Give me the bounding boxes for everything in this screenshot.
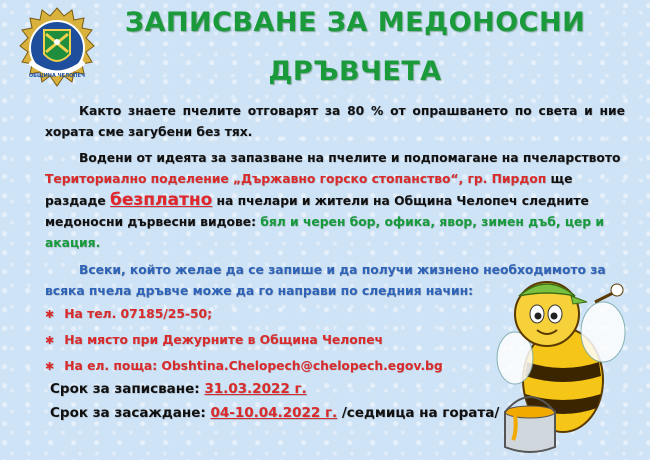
signup-deadline-label: Срок за записване: (50, 381, 200, 397)
crest-caption: ОБЩИНА ЧЕЛОПЕЧ (28, 73, 86, 79)
signup-line1: Всеки, който желае да се запише и да получи жизнено необходимото за (79, 263, 606, 277)
signup-deadline-date: 31.03.2022 г. (204, 381, 307, 397)
page-title-line1: ЗАПИСВАНЕ ЗА МЕДОНОСНИ (124, 7, 586, 38)
method-in-person: На място при Дежурните в Община Челопеч (64, 333, 383, 347)
forest-week-note: /седмица на гората/ (341, 405, 500, 421)
initiative-org: Териториално поделение „Държавно горско стопанство“, гр. Пирдоп (45, 172, 547, 186)
initiative-will: ще (550, 172, 573, 186)
star-bullet-icon: ✱ (45, 334, 55, 347)
list-item (45, 359, 443, 373)
planting-deadline-label: Срок за засаждане: (50, 405, 206, 421)
initiative-distribute: раздаде (45, 194, 106, 208)
list-item (45, 307, 212, 321)
initiative-species: бял и черен бор, офика, явор, зимен дъб, цер и (260, 215, 604, 229)
free-highlight: безплатно (110, 190, 213, 210)
initiative-line1: Водени от идеята за запазване на пчелите и подпомагане на пчеларството (79, 151, 621, 165)
planting-deadline (50, 405, 499, 421)
signup-line2: всяка пчела дръвче може да го направи по следния начин: (45, 284, 474, 298)
signup-deadline (50, 381, 307, 397)
bee-illustration-icon (475, 262, 645, 457)
initiative-species-end: акация. (45, 236, 101, 250)
list-item (45, 333, 383, 347)
initiative-recipients: на пчелари и жители на Община Челопеч следните (216, 194, 589, 208)
initiative-species-label: медоносни дървесни видове: (45, 215, 256, 229)
planting-deadline-date: 04-10.04.2022 г. (210, 405, 338, 421)
page-title-line2: ДРЪВЧЕТА (268, 56, 442, 87)
municipality-crest-icon (12, 4, 102, 92)
star-bullet-icon: ✱ (45, 360, 55, 373)
star-bullet-icon: ✱ (45, 308, 55, 321)
paragraph-pollination (45, 101, 625, 143)
paragraph-pollination-text: Както знаете пчелите отговарят за 80 % от опрашването по света и ние хората сме загубени без тях. (45, 104, 625, 139)
paragraph-initiative (45, 148, 625, 254)
method-phone: На тел. 07185/25-50; (64, 307, 213, 321)
method-email[interactable]: На ел. поща: Obshtina.Chelopech@chelopech.egov.bg (64, 359, 443, 373)
